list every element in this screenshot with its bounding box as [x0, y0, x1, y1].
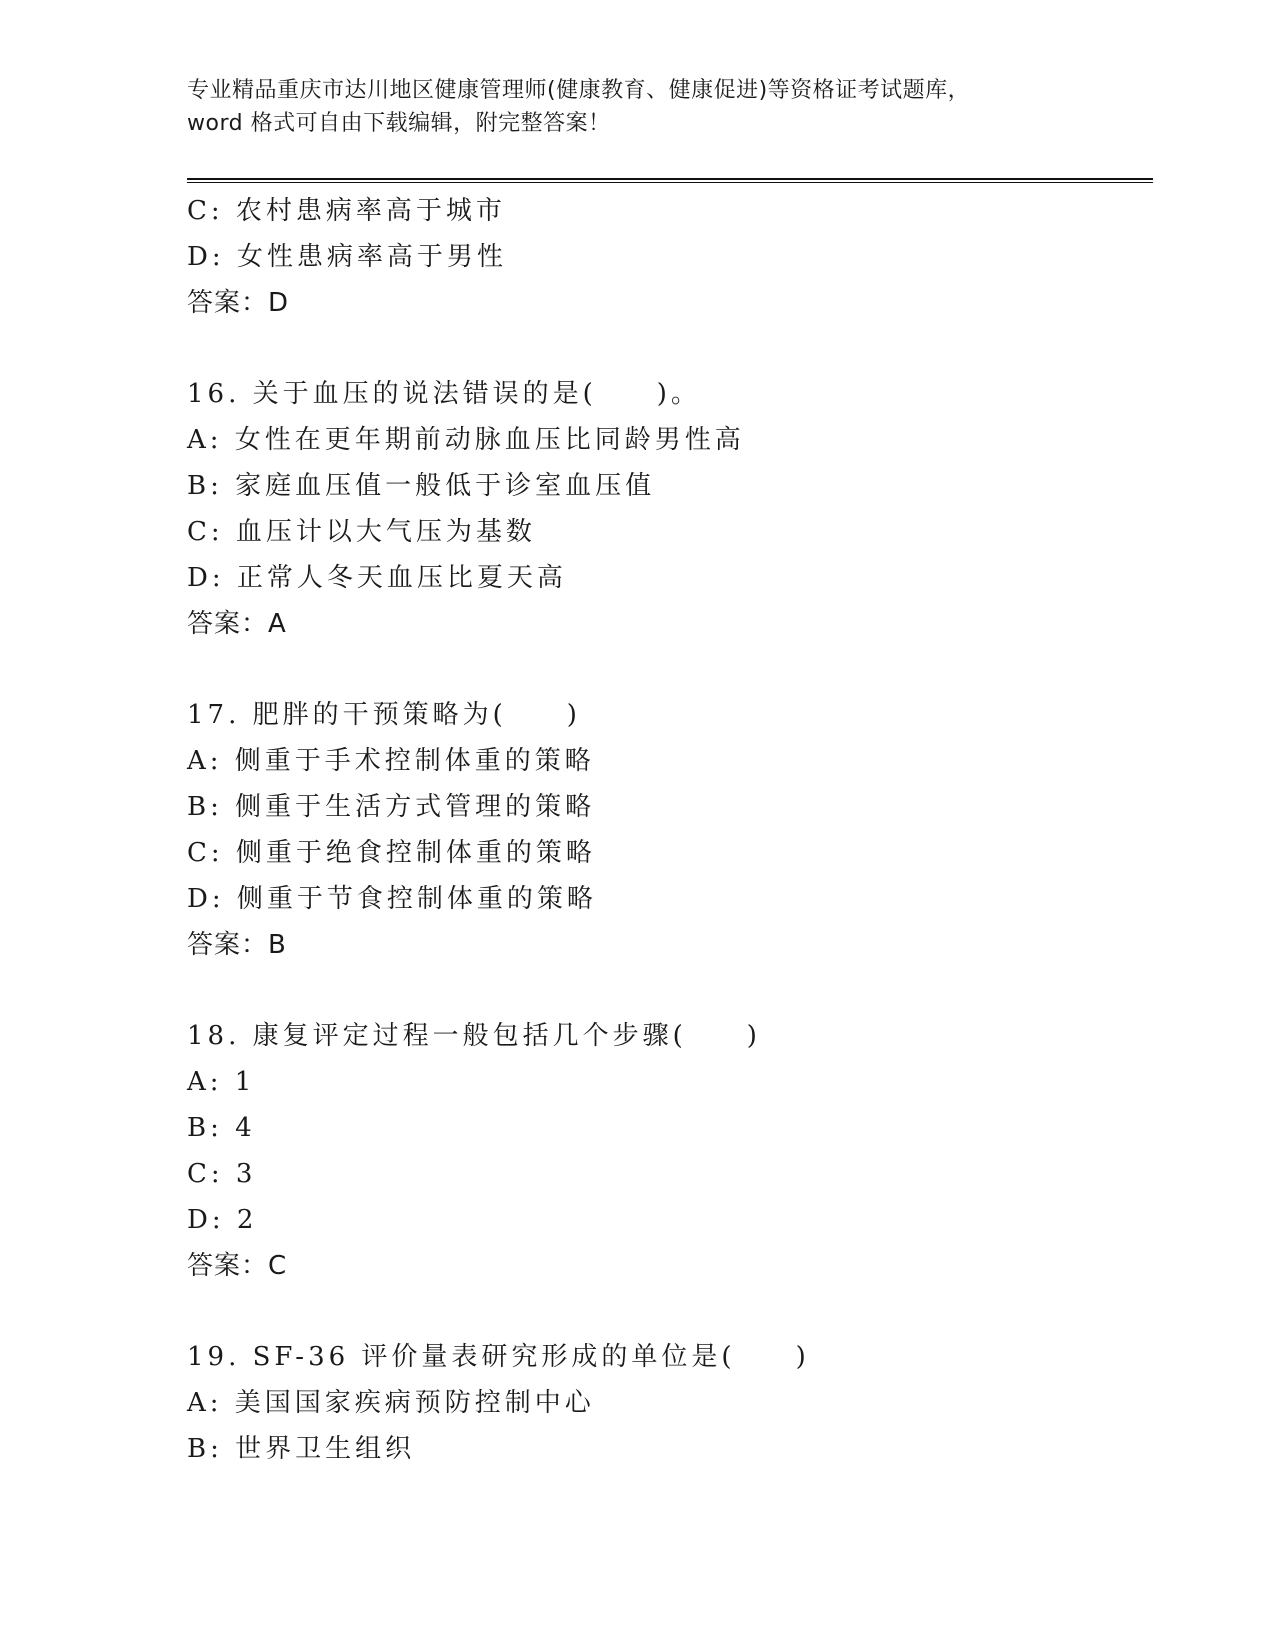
question-stem: 16. 关于血压的说法错误的是( )。 — [187, 379, 701, 409]
option-d: D: 正常人冬天血压比夏天高 — [187, 563, 567, 593]
option-c: C: 血压计以大气压为基数 — [187, 517, 536, 547]
option-d: D: 女性患病率高于男性 — [187, 242, 507, 272]
option-a: A: 美国国家疾病预防控制中心 — [187, 1388, 595, 1418]
header-divider — [187, 178, 1153, 183]
option-b: B: 世界卫生组织 — [187, 1434, 416, 1464]
option-a: A: 女性在更年期前动脉血压比同龄男性高 — [187, 425, 745, 455]
question-16 — [187, 371, 1147, 647]
question-list — [187, 188, 1147, 1472]
question-stem: 17. 肥胖的干预策略为( ) — [187, 700, 581, 730]
option-a: A: 1 — [187, 1067, 256, 1097]
answer: 答案：D — [187, 288, 290, 318]
option-c: C: 3 — [187, 1159, 257, 1189]
question-stem: 18. 康复评定过程一般包括几个步骤( ) — [187, 1021, 761, 1051]
option-a: A: 侧重于手术控制体重的策略 — [187, 746, 595, 776]
option-b: B: 家庭血压值一般低于诊室血压值 — [187, 471, 656, 501]
question-19 — [187, 1334, 1147, 1472]
question-17 — [187, 692, 1147, 968]
option-b: B: 侧重于生活方式管理的策略 — [187, 792, 596, 822]
option-c: C: 侧重于绝食控制体重的策略 — [187, 838, 596, 868]
document-header — [187, 74, 1087, 140]
option-b: B: 4 — [187, 1113, 256, 1143]
option-c: C: 农村患病率高于城市 — [187, 196, 506, 226]
header-line-1: 专业精品重庆市达川地区健康管理师(健康教育、健康促进)等资格证考试题库， — [187, 78, 971, 103]
question-18 — [187, 1013, 1147, 1289]
answer: 答案：A — [187, 609, 287, 639]
header-line-2: word 格式可自由下载编辑，附完整答案！ — [187, 111, 611, 136]
option-d: D: 2 — [187, 1205, 258, 1235]
question-stem: 19. SF-36 评价量表研究形成的单位是( ) — [187, 1342, 810, 1372]
answer: 答案：C — [187, 1251, 288, 1281]
answer: 答案：B — [187, 930, 287, 960]
option-d: D: 侧重于节食控制体重的策略 — [187, 884, 597, 914]
question-15-tail — [187, 188, 1147, 326]
